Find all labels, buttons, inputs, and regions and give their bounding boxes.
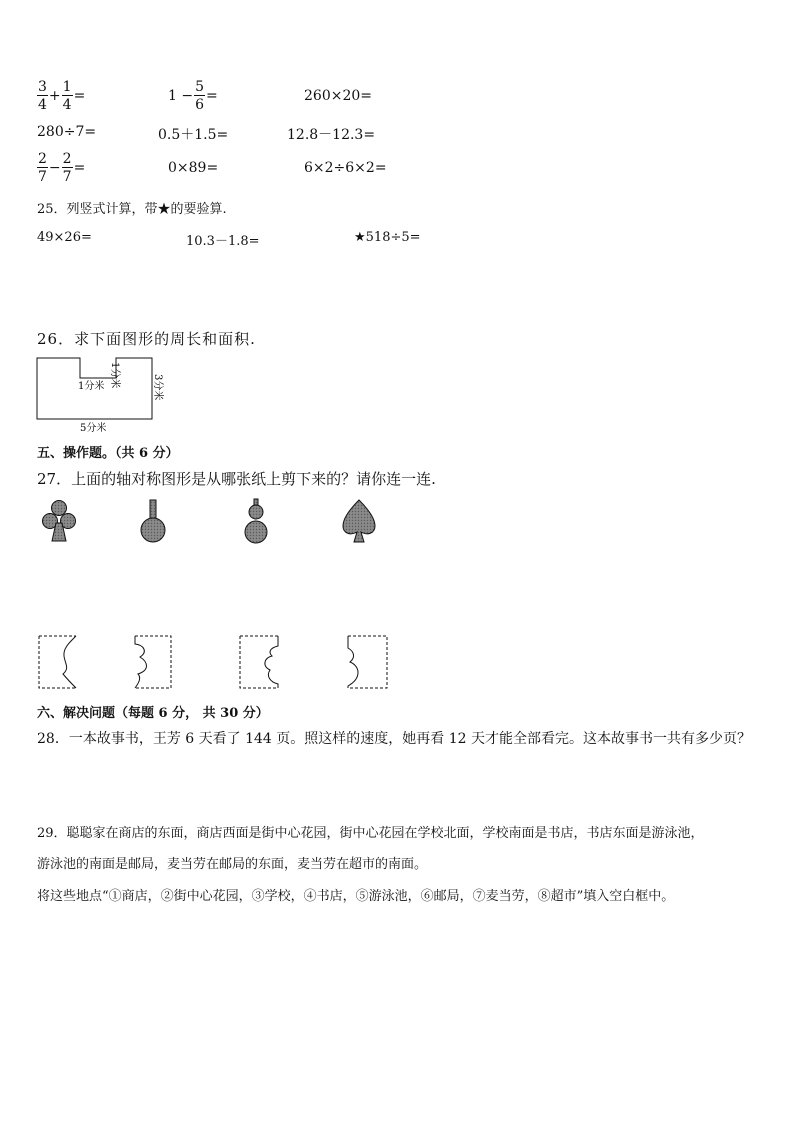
- arith-r1a: [37, 80, 85, 112]
- keyhole-shape: [141, 500, 165, 542]
- q29-line-1: 29．聪聪家在商店的东面，商店西面是街中心花园，街中心花园在学校北面，学校南面是书店，书店东面是游泳池，: [37, 826, 704, 841]
- arith-r3c: 6×2÷6×2=: [304, 160, 387, 176]
- arith-r2c: 12.8－12.3=: [287, 127, 376, 143]
- fraction: $\frac{1}{4}$: [62, 79, 72, 113]
- arith-r3b: 0×89=: [168, 160, 219, 176]
- label-width: 5分米: [80, 423, 107, 434]
- q29-line-2: 游泳池的南面是邮局，麦当劳在邮局的东面，麦当劳在超市的南面。: [37, 857, 428, 872]
- arith-r1b: [168, 80, 218, 112]
- arith-r2a: 280÷7=: [37, 124, 97, 140]
- q25-item-2: 10.3－1.8=: [186, 234, 260, 249]
- q25-item-1: 49×26=: [37, 230, 92, 245]
- gourd-shape: [245, 499, 267, 543]
- q28-text: 28．一本故事书，王芳 6 天看了 144 页。照这样的速度，她再看 12 天才能全部看完。这本故事书一共有多少页？: [37, 731, 751, 747]
- label-height: 3分米: [152, 374, 163, 401]
- q25-title: 25．列竖式计算，带★的要验算.: [37, 202, 227, 217]
- fraction: $\frac{2}{7}$: [62, 151, 72, 185]
- equals: =: [206, 88, 218, 104]
- arith-r3a: [37, 152, 85, 184]
- paper-option-d[interactable]: [348, 636, 387, 688]
- operator: +: [48, 88, 61, 104]
- q27-shapes-row: [30, 495, 430, 555]
- fraction: $\frac{3}{4}$: [38, 79, 47, 113]
- arith-r2b: 0.5＋1.5=: [158, 127, 229, 143]
- equals: =: [73, 160, 86, 176]
- paper-option-a[interactable]: [39, 636, 76, 688]
- q27-paper-options: [30, 630, 430, 694]
- spade-shape: [343, 500, 375, 542]
- club-shape: [43, 501, 76, 542]
- fraction: $\frac{2}{7}$: [38, 151, 47, 185]
- q25-item-3: ★518÷5=: [354, 230, 421, 245]
- operator: −: [48, 160, 61, 176]
- section-5-heading: 五、操作题。（共 6 分）: [37, 446, 179, 461]
- label-notch-width: 1分米: [78, 381, 105, 392]
- section-6-heading: 六、解决问题（每题 6 分， 共 30 分）: [37, 706, 269, 721]
- operand: 1 −: [168, 88, 194, 104]
- fraction: $\frac{5}{6}$: [195, 79, 205, 113]
- q29-line-3: 将这些地点“①商店，②街中心花园，③学校，④书店，⑤游泳池，⑥邮局，⑦麦当劳，⑧超市”填入空白框中。: [37, 889, 675, 904]
- paper-option-c[interactable]: [240, 636, 278, 688]
- equals: =: [73, 88, 86, 104]
- q26-figure: [30, 352, 170, 434]
- q26-title: 26．求下面图形的周长和面积.: [37, 330, 256, 348]
- label-notch-depth: 1分米: [109, 362, 120, 389]
- q27-title: 27．上面的轴对称图形是从哪张纸上剪下来的？请你连一连.: [37, 470, 436, 488]
- arith-r1c: 260×20=: [304, 88, 372, 104]
- paper-option-b[interactable]: [135, 636, 171, 688]
